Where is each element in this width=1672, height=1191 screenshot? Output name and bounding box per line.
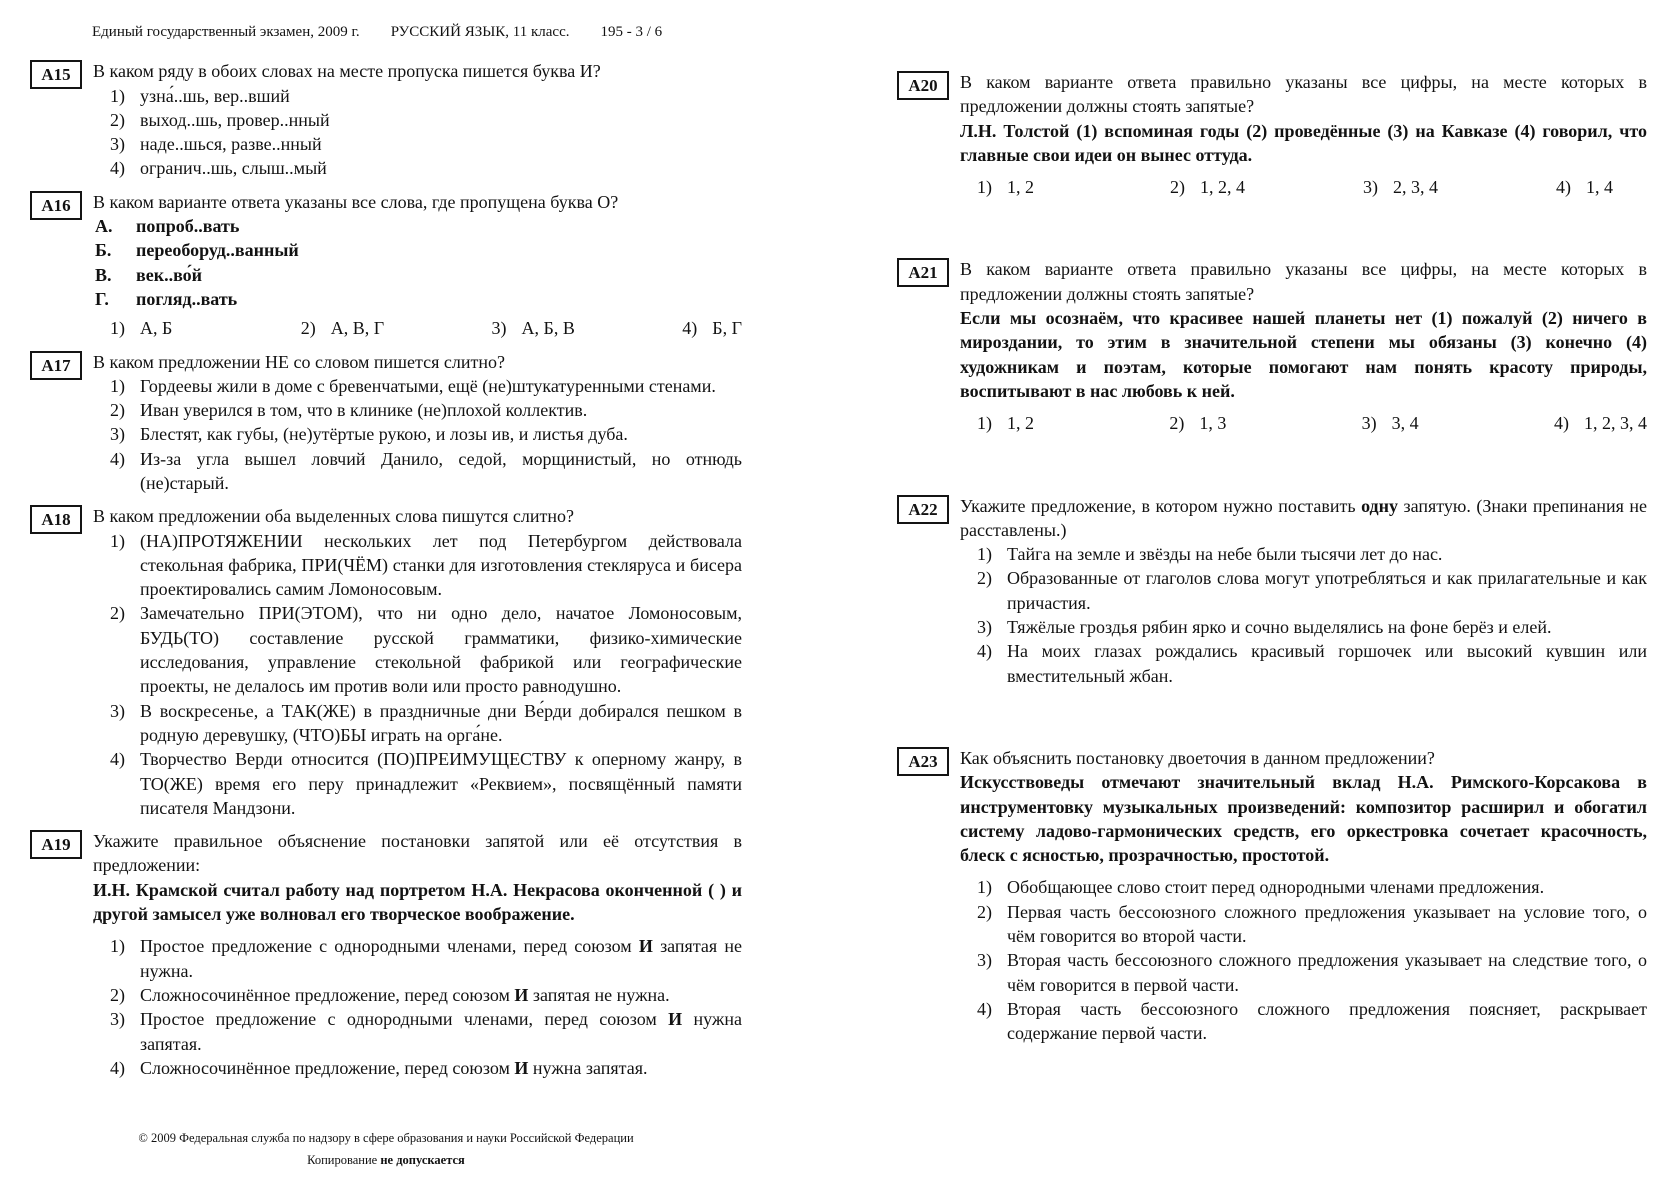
question-body bbox=[960, 494, 1647, 688]
answer-option bbox=[93, 156, 742, 180]
question-A21 bbox=[897, 257, 1647, 435]
letter-item bbox=[93, 238, 742, 262]
answer-option bbox=[682, 316, 742, 340]
answer-option-number: 4) bbox=[1556, 177, 1571, 198]
question-body bbox=[960, 70, 1647, 199]
question-stem: В каком предложении оба выделенных слова пишутся слитно? bbox=[93, 506, 575, 527]
left-column bbox=[30, 22, 742, 1172]
answer-option bbox=[960, 639, 1647, 688]
answer-option-value: А, Б bbox=[140, 318, 173, 339]
answer-option bbox=[93, 699, 742, 748]
question-body bbox=[93, 829, 742, 1080]
question-A16 bbox=[30, 190, 742, 341]
answer-option-number: 4) bbox=[977, 998, 992, 1019]
answer-option-number: 1) bbox=[977, 877, 992, 898]
question-stem: В каком ряду в обоих словах на месте пропуска пишется буква И? bbox=[93, 61, 601, 82]
answer-option-value: А, В, Г bbox=[330, 318, 385, 339]
letter-item-text: переоборуд..ванный bbox=[136, 240, 299, 261]
question-body bbox=[93, 504, 742, 820]
answer-option-number: 3) bbox=[110, 134, 125, 155]
answer-option-number: 1) bbox=[977, 177, 992, 198]
answer-option bbox=[93, 529, 742, 602]
answer-option-text: Иван уверился в том, что в клинике (не)плохой коллектив. bbox=[140, 400, 588, 421]
questions-right bbox=[897, 70, 1647, 1046]
answer-option bbox=[93, 84, 742, 108]
answer-option bbox=[93, 132, 742, 156]
answer-option-number: 2) bbox=[977, 568, 992, 589]
answer-option bbox=[960, 900, 1647, 949]
answer-option bbox=[960, 875, 1647, 899]
answer-option-text: Простое предложение с однородными членами, перед союзом И нужна запятая. bbox=[140, 1009, 742, 1054]
answer-option-text: Сложносочинённое предложение, перед союзом И нужна запятая. bbox=[140, 1057, 648, 1078]
answer-option-number: 4) bbox=[977, 641, 992, 662]
question-A23 bbox=[897, 746, 1647, 1046]
answer-option-text: огранич..шь, слыш..мый bbox=[140, 158, 327, 179]
letter-item bbox=[93, 287, 742, 311]
answer-option-number: 4) bbox=[110, 158, 125, 179]
answer-options-row bbox=[960, 411, 1647, 435]
answer-option-text: Вторая часть бессоюзного сложного предложения указывает на следствие того, о чём говорится в первой части. bbox=[1007, 950, 1647, 995]
answer-option-number: 3) bbox=[110, 424, 125, 445]
answer-option bbox=[93, 1007, 742, 1056]
answer-option bbox=[93, 374, 742, 398]
answer-option-number: 2) bbox=[977, 901, 992, 922]
answer-option bbox=[1556, 175, 1613, 199]
header-subject: РУССКИЙ ЯЗЫК, 11 класс. bbox=[390, 24, 570, 40]
answer-option-number: 3) bbox=[1363, 177, 1378, 198]
answer-option-value: 1, 2, 3, 4 bbox=[1583, 413, 1647, 434]
answer-option-number: 1) bbox=[110, 318, 125, 339]
answer-option-text: Обобщающее слово стоит перед однородными членами предложения. bbox=[1007, 877, 1545, 898]
header-page-number: 195 - 3 / 6 bbox=[600, 24, 663, 40]
question-id-box: A18 bbox=[30, 505, 82, 534]
answer-option-value: А, Б, В bbox=[521, 318, 575, 339]
answer-option-number: 2) bbox=[110, 984, 125, 1005]
letter-item bbox=[93, 214, 742, 238]
answer-option-text: наде..шься, разве..нный bbox=[140, 134, 322, 155]
footer-notice-text: Копирование bbox=[307, 1153, 381, 1167]
answer-option-number: 1) bbox=[110, 85, 125, 106]
answer-option bbox=[960, 566, 1647, 615]
letter-item-text: попроб..вать bbox=[136, 216, 240, 237]
letter-item bbox=[93, 263, 742, 287]
question-id-box: A17 bbox=[30, 351, 82, 380]
answer-option-text: Гордеевы жили в доме с бревенчатыми, ещё (не)штукатуренными стенами. bbox=[140, 375, 716, 396]
questions-left bbox=[30, 59, 742, 1080]
question-id-box: A16 bbox=[30, 191, 82, 220]
answer-option-number: 1) bbox=[110, 375, 125, 396]
answer-option-number: 1) bbox=[110, 530, 125, 551]
question-stem: Укажите правильное объяснение постановки запятой или её отсутствия в предложении: bbox=[93, 831, 742, 876]
answer-option-number: 4) bbox=[110, 448, 125, 469]
answer-option bbox=[93, 983, 742, 1007]
answer-option bbox=[93, 398, 742, 422]
question-stem: В каком предложении НЕ со словом пишется слитно? bbox=[93, 351, 505, 372]
question-stem: В каком варианте ответа правильно указаны все цифры, на месте которых в предложении должны стоять запятые? bbox=[960, 259, 1647, 304]
answer-option bbox=[960, 997, 1647, 1046]
answer-option bbox=[301, 316, 492, 340]
answer-option-value: 3, 4 bbox=[1391, 413, 1419, 434]
answer-option-number: 4) bbox=[1553, 413, 1569, 434]
answer-option bbox=[93, 1056, 742, 1080]
question-sentence: Искусствоведы отмечают значительный вклад Н.А. Римского-Корсакова в инструментовку музыкальных произведений: композитор расширил и обогатил систему ладово-гармонических средств, его оркестровка сочетает красочность, блеск с ясностью, прозрачностью, простотой. bbox=[960, 772, 1647, 866]
question-body bbox=[960, 257, 1647, 435]
answer-option-number: 1) bbox=[977, 413, 992, 434]
answer-option-number: 3) bbox=[110, 1009, 125, 1030]
page-header bbox=[30, 22, 742, 42]
answer-option bbox=[1169, 411, 1361, 435]
answer-option-number: 2) bbox=[110, 109, 125, 130]
question-stem: В каком варианте ответа указаны все слова, где пропущена буква О? bbox=[93, 191, 619, 212]
answer-option bbox=[93, 422, 742, 446]
question-A22 bbox=[897, 494, 1647, 688]
answer-option-number: 4) bbox=[110, 749, 125, 770]
question-A18 bbox=[30, 504, 742, 820]
header-exam-title: Единый государственный экзамен, 2009 г. bbox=[92, 24, 360, 40]
answer-option bbox=[93, 447, 742, 496]
question-id-box: A15 bbox=[30, 60, 82, 89]
question-id-box: A22 bbox=[897, 495, 949, 524]
answer-options-row bbox=[960, 175, 1647, 199]
answer-option bbox=[93, 747, 742, 820]
answer-option-text: Первая часть бессоюзного сложного предложения указывает на условие того, о чём говорится во второй части. bbox=[1007, 901, 1647, 947]
question-id-box: A21 bbox=[897, 258, 949, 287]
question-sentence: Л.Н. Толстой (1) вспоминая годы (2) проведённые (3) на Кавказе (4) говорил, что главные свои идеи он вынес оттуда. bbox=[960, 120, 1647, 165]
question-sentence: Если мы осознаём, что красивее нашей планеты нет (1) пожалуй (2) ничего в мироздании, то этим в значительной степени мы обязаны (3) конечно (4) художникам и поэтам, которые помогают нам понять красоту природы, воспитывают в нас любовь к ней. bbox=[960, 308, 1647, 401]
answer-option bbox=[1362, 411, 1554, 435]
answer-option-value: 1, 4 bbox=[1586, 177, 1613, 198]
answer-option-number: 4) bbox=[682, 318, 698, 339]
question-id-box: A23 bbox=[897, 747, 949, 776]
answer-option bbox=[93, 934, 742, 983]
answer-option bbox=[960, 948, 1647, 997]
letter-item-text: век..во́й bbox=[136, 264, 203, 285]
answer-options-row bbox=[93, 316, 742, 340]
answer-option-text: Образованные от глаголов слова могут употребляться и как прилагательные и как причастия. bbox=[1007, 568, 1647, 613]
answer-option-text: Блестят, как губы, (не)утёртые рукою, и лозы ив, и листья дуба. bbox=[140, 424, 628, 445]
answer-option-number: 2) bbox=[1170, 177, 1185, 198]
answer-option-number: 3) bbox=[491, 318, 507, 339]
page-footer bbox=[30, 1128, 742, 1172]
question-stem: В каком варианте ответа правильно указаны все цифры, на месте которых в предложении должны стоять запятые? bbox=[960, 72, 1647, 117]
answer-option-text: Простое предложение с однородными членами, перед союзом И запятая не нужна. bbox=[140, 936, 742, 981]
answer-option-number: 1) bbox=[977, 544, 992, 565]
answer-option-value: 1, 2 bbox=[1007, 413, 1034, 434]
answer-option bbox=[1170, 175, 1363, 199]
question-body bbox=[93, 350, 742, 496]
answer-option-number: 4) bbox=[110, 1057, 125, 1078]
question-stem: Укажите предложение, в котором нужно поставить одну запятую. (Знаки препинания не расставлены.) bbox=[960, 495, 1648, 540]
question-body bbox=[93, 190, 742, 341]
answer-option bbox=[960, 542, 1647, 566]
answer-option-text: Творчество Верди относится (ПО)ПРЕИМУЩЕСТВУ к оперному жанру, в ТО(ЖЕ) время его перу принадлежит «Реквием», посвящённый памяти писателя Мандзони. bbox=[140, 749, 742, 818]
answer-option-text: Из-за угла вышел ловчий Данило, седой, морщинистый, но отнюдь (не)старый. bbox=[140, 448, 742, 493]
answer-option-text: выход..шь, провер..нный bbox=[140, 109, 330, 130]
answer-option-number: 2) bbox=[1169, 413, 1185, 434]
answer-option bbox=[1363, 175, 1556, 199]
answer-option-value: Б, Г bbox=[712, 318, 742, 339]
answer-option-number: 3) bbox=[977, 617, 992, 638]
letter-item-key: В. bbox=[95, 264, 112, 285]
question-id-box: A19 bbox=[30, 830, 82, 859]
question-body bbox=[960, 746, 1647, 1046]
letter-item-key: А. bbox=[95, 216, 113, 237]
answer-option-number: 2) bbox=[110, 603, 125, 624]
answer-option-text: Тяжёлые гроздья рябин ярко и сочно выделялись на фоне берёз и елей. bbox=[1007, 617, 1552, 638]
answer-option-number: 2) bbox=[300, 318, 316, 339]
answer-option-value: 1, 3 bbox=[1199, 413, 1227, 434]
letter-item-key: Г. bbox=[95, 288, 109, 309]
question-stem: Как объяснить постановку двоеточия в данном предложении? bbox=[960, 747, 1435, 768]
question-A15 bbox=[30, 59, 742, 180]
answer-option-text: Сложносочинённое предложение, перед союзом И запятая не нужна. bbox=[140, 984, 670, 1005]
answer-option-number: 1) bbox=[110, 936, 125, 957]
answer-option bbox=[960, 615, 1647, 639]
answer-option-number: 3) bbox=[110, 700, 125, 721]
answer-option-number: 3) bbox=[977, 950, 992, 971]
answer-option bbox=[110, 316, 301, 340]
question-body bbox=[93, 59, 742, 180]
answer-option-text: (НА)ПРОТЯЖЕНИИ нескольких лет под Петербургом действовала стекольная фабрика, ПРИ(ЧЁМ) станки для изготовления стекляруса и бисера проектировались самим Ломоносовым. bbox=[140, 530, 742, 600]
answer-option-text: Замечательно ПРИ(ЭТОМ), что ни одно дело, начатое Ломоносовым, БУДЬ(ТО) составление русской грамматики, физико-химические исследования, управление стекольной фабрикой или географические проекты, не делалось им против воли или просто равнодушно. bbox=[140, 603, 742, 697]
question-A19 bbox=[30, 829, 742, 1080]
footer-notice-bold: не допускается bbox=[380, 1153, 465, 1167]
footer-copy-notice bbox=[30, 1150, 742, 1172]
footer-copyright: © 2009 Федеральная служба по надзору в сфере образования и науки Российской Федерации bbox=[138, 1131, 634, 1146]
answer-option bbox=[977, 175, 1170, 199]
question-sentence: И.Н. Крамской считал работу над портретом Н.А. Некрасова оконченной ( ) и другой замысел уже волновал его творческое воображение. bbox=[93, 879, 742, 925]
answer-option-number: 2) bbox=[110, 400, 125, 421]
answer-option bbox=[492, 316, 683, 340]
question-id-box: A20 bbox=[897, 71, 949, 100]
answer-option-text: узна́..шь, вер..вший bbox=[140, 85, 290, 106]
answer-option-text: В воскресенье, а ТАК(ЖЕ) в праздничные дни Ве́рди добирался пешком в родную деревушку, (ЧТО)БЫ играть на орга́не. bbox=[140, 700, 742, 745]
answer-option-number: 3) bbox=[1361, 413, 1377, 434]
answer-option-text: Тайга на земле и звёзды на небе были тысячи лет до нас. bbox=[1007, 544, 1443, 565]
letter-item-key: Б. bbox=[95, 240, 112, 261]
question-A20 bbox=[897, 70, 1647, 199]
answer-option-value: 2, 3, 4 bbox=[1393, 177, 1438, 198]
answer-option-text: Вторая часть бессоюзного сложного предложения поясняет, раскрывает содержание первой части. bbox=[1007, 998, 1647, 1044]
letter-item-text: погляд..вать bbox=[136, 288, 238, 309]
answer-option bbox=[93, 108, 742, 132]
right-column bbox=[897, 70, 1647, 1104]
answer-option bbox=[1554, 411, 1647, 435]
answer-option-value: 1, 2 bbox=[1007, 177, 1034, 198]
answer-option-value: 1, 2, 4 bbox=[1200, 177, 1245, 198]
answer-option-text: На моих глазах рождались красивый горшочек или высокий кувшин или вместительный жбан. bbox=[1007, 641, 1647, 686]
answer-option bbox=[977, 411, 1169, 435]
question-A17 bbox=[30, 350, 742, 496]
answer-option bbox=[93, 601, 742, 698]
